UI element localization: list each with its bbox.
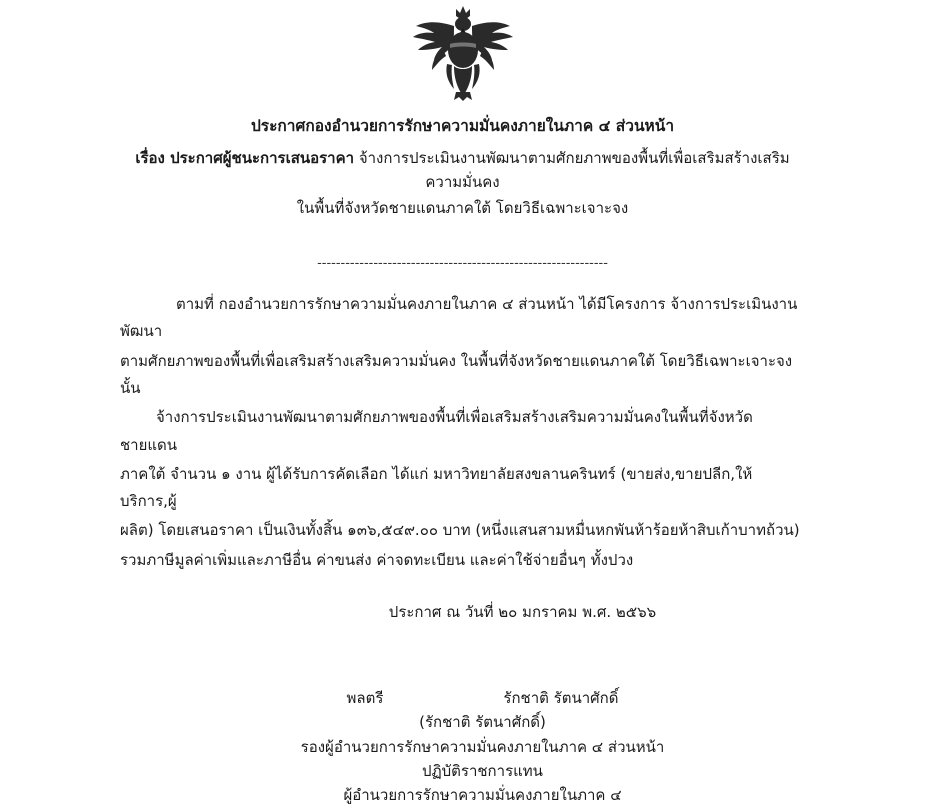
document-subject (120, 146, 805, 194)
subject-text: จ้างการประเมินงานพัฒนาตามศักยภาพของพื้นที่เพื่อเสริมสร้างเสริมความมั่นคง (358, 149, 790, 192)
subject-label: เรื่อง ประกาศผู้ชนะการเสนอราคา (135, 149, 355, 168)
signature-rank-row (120, 686, 805, 710)
document-title: ประกาศกองอำนวยการรักษาความมั่นคงภายในภาค ๔ ส่วนหน้า (250, 117, 675, 135)
body-paragraph (120, 517, 805, 544)
signer-rank: พลตรี (346, 688, 384, 707)
signer-position-line-2: ปฏิบัติราชการแทน (422, 761, 543, 780)
garuda-emblem-icon (410, 4, 516, 104)
body-paragraph-text: ภาคใต้ จำนวน ๑ งาน ผู้ได้รับการคัดเลือก ได้แก่ มหาวิทยาลัยสงขลานครินทร์ (ขายส่ง,ขายปลีก,ให้บริการ,ผู้ (120, 464, 753, 511)
emblem-container (120, 0, 805, 108)
body-paragraph (120, 348, 805, 403)
body-paragraph-text: จ้างการประเมินงานพัฒนาตามศักยภาพของพื้นที่เพื่อเสริมสร้างเสริมความมั่นคงในพื้นที่จังหวัดชายแดน (120, 408, 753, 454)
body-paragraph (120, 461, 805, 516)
signer-position-line-1: รองผู้อำนวยการรักษาความมั่นคงภายในภาค ๔ ส่วนหน้า (300, 737, 665, 756)
body-paragraph (120, 547, 805, 574)
body-paragraph-text: ผลิต) โดยเสนอราคา เป็นเงินทั้งสิ้น ๑๓๖,๕๔๙.๐๐ บาท (หนึ่งแสนสามหมื่นหกพันห้าร้อยห้าสิบเก้าบาทถ้วน) (120, 521, 800, 540)
document-subject-line-2: ในพื้นที่จังหวัดชายแดนภาคใต้ โดยวิธีเฉพาะเจาะจง (296, 199, 629, 218)
body-paragraph-text: รวมภาษีมูลค่าเพิ่มและภาษีอื่น ค่าขนส่ง ค่าจดทะเบียน และค่าใช้จ่ายอื่นๆ ทั้งปวง (120, 550, 634, 569)
document-body (120, 291, 805, 574)
announcement-date: ประกาศ ณ วันที่ ๒๐ มกราคม พ.ศ. ๒๕๖๖ (388, 602, 657, 621)
body-paragraph (120, 404, 805, 459)
body-paragraph-text: ตามที่ กองอำนวยการรักษาความมั่นคงภายในภาค ๔ ส่วนหน้า ได้มีโครงการ จ้างการประเมินงานพัฒนา (120, 295, 798, 341)
signer-name-parenthesized: (รักชาติ รัตนาศักดิ์) (419, 713, 546, 732)
body-paragraph-text: ตามศักยภาพของพื้นที่เพื่อเสริมสร้างเสริมความมั่นคง ในพื้นที่จังหวัดชายแดนภาคใต้ โดยวิธีเฉพาะเจาะจง นั้น (120, 351, 793, 397)
signer-position-line-3: ผู้อำนวยการรักษาความมั่นคงภายในภาค ๔ (343, 786, 622, 805)
signer-name: รักชาติ รัตนาศักดิ์ (503, 688, 619, 707)
signature-block (120, 686, 805, 807)
section-divider: -------------------------------------------------------------- (317, 256, 608, 272)
body-paragraph (120, 291, 805, 346)
